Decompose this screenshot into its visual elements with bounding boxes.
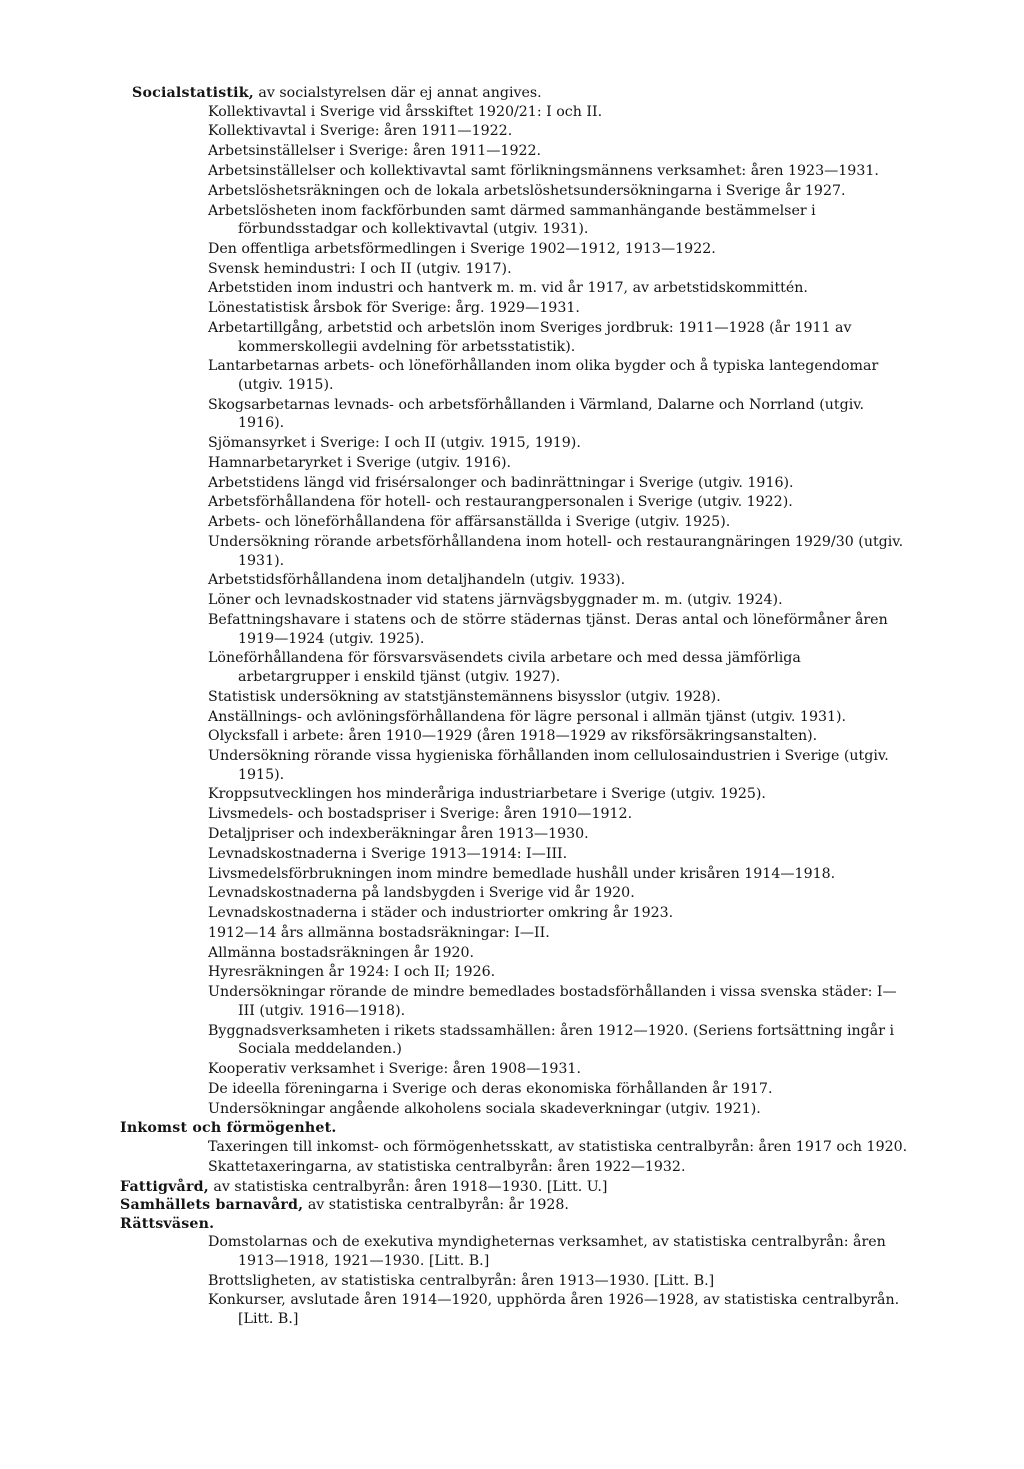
- publication-entry: Detaljpriser och indexberäkningar åren 1913—1930.: [208, 826, 589, 842]
- section-subtitle: av statistiska centralbyrån: åren 1918—1930. [Litt. U.]: [208, 1178, 608, 1195]
- section: [120, 1196, 910, 1215]
- publication-entry: Skogsarbetarnas levnads- och arbetsförhållanden i Värmland, Dalarne och Norrland (utgiv. 1916).: [208, 396, 865, 432]
- publication-entries: [120, 103, 910, 1119]
- publication-entries: [120, 1138, 910, 1176]
- publication-entry: Arbets- och löneförhållandena för affärsanställda i Sverige (utgiv. 1925).: [208, 514, 731, 531]
- publication-entry: Byggnadsverksamheten i rikets stadssamhällen: åren 1912—1920. (Seriens fortsättning ingår i Sociala meddelanden.): [208, 1022, 895, 1058]
- publication-entry: Arbetstidens längd vid frisérsalonger och badinrättningar i Sverige (utgiv. 1916).: [208, 474, 794, 491]
- publication-entry: Kroppsutvecklingen hos minderåriga industriarbetare i Sverige (utgiv. 1925).: [208, 786, 766, 803]
- publication-entry: Hyresräkningen år 1924: I och II; 1926.: [208, 964, 496, 981]
- publication-entry: Arbetartillgång, arbetstid och arbetslön inom Sveriges jordbruk: 1911—1928 (år 1911 av kommerskollegii avdelning för arbetsstatistik).: [208, 320, 852, 355]
- publication-entry: Arbetsinställelser i Sverige: åren 1911—1922.: [208, 143, 542, 160]
- publication-list: [120, 84, 910, 1330]
- publication-entry: Arbetsförhållandena för hotell- och restaurangpersonalen i Sverige (utgiv. 1922).: [208, 494, 793, 511]
- publication-entry: 1912—14 års allmänna bostadsräkningar: I—II.: [208, 924, 550, 941]
- section-heading: Samhällets barnavård,: [120, 1197, 304, 1214]
- publication-entry: Levnadskostnaderna på landsbygden i Sverige vid år 1920.: [208, 885, 635, 902]
- publication-entry: Undersökningar rörande de mindre bemedlades bostadsförhållanden i vissa svenska städer: I—III (utgiv. 1916—1918).: [208, 984, 897, 1019]
- publication-entry: Livsmedelsförbrukningen inom mindre bemedlade hushåll under krisåren 1914—1918.: [208, 865, 836, 882]
- publication-entry: Sjömansyrket i Sverige: I och II (utgiv. 1915, 1919).: [208, 435, 581, 452]
- publication-entry: Arbetstidsförhållandena inom detaljhandeln (utgiv. 1933).: [208, 572, 626, 589]
- publication-entry: Olycksfall i arbete: åren 1910—1929 (åren 1918—1929 av riksförsäkringsanstalten).: [208, 728, 818, 745]
- section: [120, 1215, 910, 1329]
- publication-entry: Statistisk undersökning av statstjänstemännens bisysslor (utgiv. 1928).: [208, 688, 721, 705]
- publication-entry: Arbetslöshetsräkningen och de lokala arbetslöshetsundersökningarna i Sverige år 1927.: [208, 182, 846, 199]
- publication-entry: Den offentliga arbetsförmedlingen i Sverige 1902—1912, 1913—1922.: [208, 240, 716, 257]
- publication-entry: Allmänna bostadsräkningen år 1920.: [208, 944, 475, 961]
- publication-entry: Arbetsinställelser och kollektivavtal samt förlikningsmännens verksamhet: åren 1923—1931.: [208, 162, 879, 179]
- publication-entry: Levnadskostnaderna i städer och industriorter omkring år 1923.: [208, 905, 674, 922]
- publication-entry: Svensk hemindustri: I och II (utgiv. 1917).: [208, 260, 512, 277]
- publication-entry: Kooperativ verksamhet i Sverige: åren 1908—1931.: [208, 1061, 581, 1077]
- publication-entry: Levnadskostnaderna i Sverige 1913—1914: I—III.: [208, 845, 568, 862]
- publication-entry: Kollektivavtal i Sverige vid årsskiftet 1920/21: I och II.: [208, 103, 603, 120]
- section-title: [120, 1196, 910, 1215]
- section-subtitle: av statistiska centralbyrån: år 1928.: [303, 1197, 569, 1214]
- publication-entry: Arbetslösheten inom fackförbunden samt därmed sammanhängande bestämmelser i förbundsstadgar och kollektivavtal (utgiv. 1931).: [208, 202, 816, 238]
- section-heading: Rättsväsen.: [120, 1215, 215, 1232]
- publication-entry: Taxeringen till inkomst- och förmögenhetsskatt, av statistiska centralbyrån: åren 1917 och 1920.: [208, 1138, 908, 1155]
- publication-entry: Livsmedels- och bostadspriser i Sverige: åren 1910—1912.: [208, 806, 633, 823]
- publication-entry: De ideella föreningarna i Sverige och deras ekonomiska förhållanden år 1917.: [208, 1080, 773, 1097]
- publication-entry: Arbetstiden inom industri och hantverk m. m. vid år 1917, av arbetstidskommittén.: [208, 280, 808, 297]
- section: [120, 1178, 910, 1197]
- section-title: [120, 1178, 910, 1197]
- publication-entry: Kollektivavtal i Sverige: åren 1911—1922.: [208, 123, 513, 140]
- publication-entry: Konkurser, avslutade åren 1914—1920, upphörda åren 1926—1928, av statistiska centralbyrån. [Litt. B.]: [208, 1292, 900, 1328]
- publication-entry: Lönestatistisk årsbok för Sverige: årg. 1929—1931.: [208, 300, 580, 317]
- publication-entry: Domstolarnas och de exekutiva myndigheternas verksamhet, av statistiska centralbyrån: åren 1913—1918, 1921—1930. [Litt. B.]: [208, 1234, 886, 1269]
- publication-entries: [120, 1233, 910, 1328]
- publication-entry: Undersökning rörande vissa hygieniska förhållanden inom cellulosaindustrien i Sverige (utgiv. 1915).: [208, 748, 889, 783]
- publication-entry: Skattetaxeringarna, av statistiska centralbyrån: åren 1922—1932.: [208, 1158, 686, 1175]
- publication-entry: Undersökning rörande arbetsförhållandena inom hotell- och restaurangnäringen 1929/30 (utgiv. 1931).: [208, 534, 904, 569]
- publication-entry: Löneförhållandena för försvarsväsendets civila arbetare och med dessa jämförliga arbetargrupper i enskild tjänst (utgiv. 1927).: [208, 650, 801, 685]
- section-subtitle: av socialstyrelsen där ej annat angives.: [253, 85, 542, 101]
- publication-entry: Brottsligheten, av statistiska centralbyrån: åren 1913—1930. [Litt. B.]: [208, 1272, 715, 1289]
- section-heading: Inkomst och förmögenhet.: [120, 1120, 337, 1137]
- publication-entry: Lantarbetarnas arbets- och löneförhållanden inom olika bygder och å typiska lantegendomar (utgiv. 1915).: [208, 358, 879, 393]
- publication-entry: Hamnarbetaryrket i Sverige (utgiv. 1916).: [208, 454, 512, 471]
- publication-entry: Löner och levnadskostnader vid statens järnvägsbyggnader m. m. (utgiv. 1924).: [208, 592, 783, 609]
- section-heading: Socialstatistik,: [132, 85, 254, 101]
- section: [120, 1119, 910, 1176]
- publication-entry: Undersökningar angående alkoholens sociala skadeverkningar (utgiv. 1921).: [208, 1100, 761, 1117]
- section-heading: Fattigvård,: [120, 1178, 209, 1195]
- section-title: [120, 1119, 910, 1138]
- section-title: [120, 84, 910, 103]
- section: [120, 84, 910, 1118]
- publication-entry: Anställnings- och avlöningsförhållandena för lägre personal i allmän tjänst (utgiv. 1931).: [208, 708, 847, 725]
- publication-entry: Befattningshavare i statens och de större städernas tjänst. Deras antal och löneförmåner åren 1919—1924 (utgiv. 1925).: [208, 611, 888, 647]
- section-title: [120, 1215, 910, 1234]
